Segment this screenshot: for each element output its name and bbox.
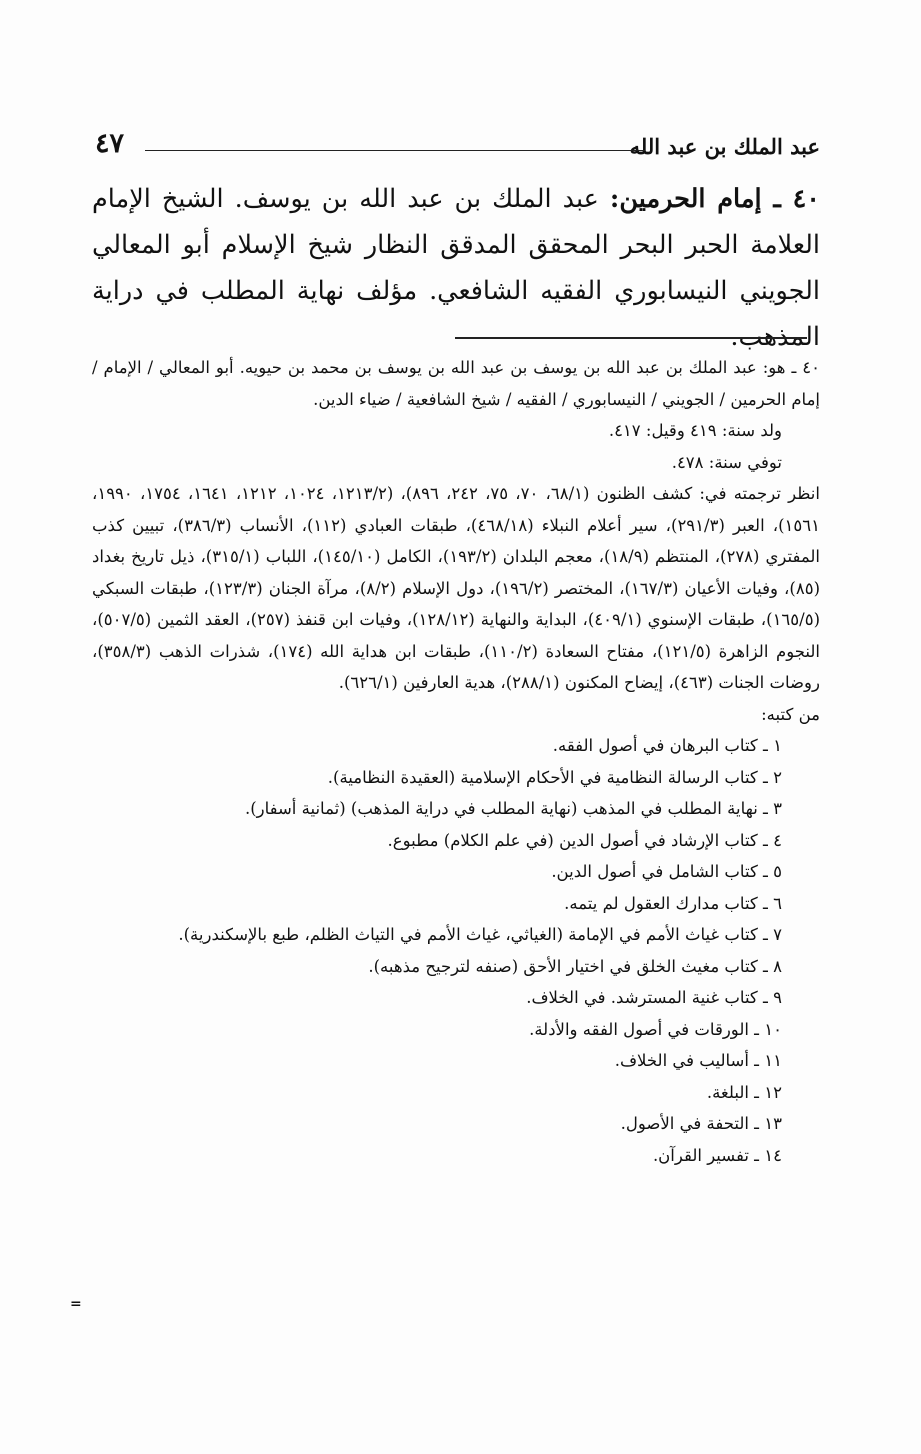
list-item: ٨ ـ كتاب مغيث الخلق في اختيار الأحق (صنفه لترجيح مذهبه). [368,956,782,976]
list-item: ١٤ ـ تفسير القرآن. [652,1145,782,1165]
running-title: عبد الملك بن عبد الله [629,134,820,159]
list-item: ١ ـ كتاب البرهان في أصول الفقه. [552,736,782,755]
entry-heading: ٤٠ ـ إمام الحرمين: [609,184,820,214]
footnote-died: توفي سنة: ٤٧٨. [671,452,782,472]
list-item: ٩ ـ كتاب غنية المسترشد. في الخلاف. [526,988,782,1007]
books-heading: من كتبه: [761,704,820,724]
footnote-separator [455,337,807,339]
list-item: ١٢ ـ البلغة. [706,1082,782,1102]
page-number: ٤٧ [95,128,125,159]
list-item: ٤ ـ كتاب الإرشاد في أصول الدين (في علم الكلام) مطبوع. [387,830,782,850]
footnotes [92,352,820,1171]
list-item: ١٠ ـ الورقات في أصول الفقه والأدلة. [529,1019,782,1039]
signature-mark: = [70,1296,81,1312]
biography-entry [92,176,820,360]
page-header [95,128,820,168]
footnote-born: ولد سنة: ٤١٩ وقيل: ٤١٧. [608,421,782,440]
footnote-identity: ٤٠ ـ هو: عبد الملك بن عبد الله بن يوسف بن عبد الله بن يوسف بن محمد بن حيويه. أبو المعالي / الإمام / إمام الحرمين / الجويني / النيسابوري / الفقيه / شيخ الشافعية / ضياء الدين. [92,358,820,409]
books-list [92,730,820,1171]
list-item: ٢ ـ كتاب الرسالة النظامية في الأحكام الإسلامية (العقيدة النظامية). [327,767,782,787]
entry-body: عبد الملك بن عبد الله بن يوسف. الشيخ الإمام العلامة الحبر البحر المحقق المدقق النظار شيخ الإسلام أبو المعالي الجويني النيسابوري الفقيه الشافعي. مؤلف نهاية المطلب في دراية المذهب. [92,184,820,352]
list-item: ١١ ـ أساليب في الخلاف. [614,1051,782,1070]
list-item: ٥ ـ كتاب الشامل في أصول الدين. [551,862,782,881]
list-item: ٦ ـ كتاب مدارك العقول لم يتمه. [564,893,782,913]
header-rule [145,150,645,151]
footnote-sources: انظر ترجمته في: كشف الظنون (٦٨/١، ٧٠، ٧٥، ٢٤٢، ٨٩٦)، (١٢١٣/٢، ١٠٢٤، ١٢١٢، ١٦٤١، ١٧٥٤، ١٩٩٠، ١٥٦١)، العبر (٢٩١/٣)، سير أعلام النبلاء (٤٦٨/١٨)، طبقات العبادي (١١٢)، الأنساب (٣٨٦/٣)، تبيين كذب المفتري (٢٧٨)، المنتظم (١٨/٩)، معجم البلدان (١٩٣/٢)، الكامل (١٤٥/١٠)، اللباب (٣١٥/١)، ذيل تاريخ بغداد (٨٥)، وفيات الأعيان (١٦٧/٣)، المختصر (١٩٦/٢)، دول الإسلام (٨/٢)، مرآة الجنان (١٢٣/٣)، طبقات السبكي (١٦٥/٥)، طبقات الإسنوي (٤٠٩/١)، البداية والنهاية (١٢٨/١٢)، وفيات ابن قنفذ (٢٥٧)، العقد الثمين (٥٠٧/٥)، النجوم الزاهرة (١٢١/٥)، مفتاح السعادة (١١٠/٢)، طبقات ابن هداية الله (١٧٤)، شذرات الذهب (٣٥٨/٣)، روضات الجنات (٤٦٣)، إيضاح المكنون (٢٨٨/١)، هدية العارفين (٦٢٦/١). [92,484,821,692]
list-item: ٣ ـ نهاية المطلب في المذهب (نهاية المطلب في دراية المذهب) (ثمانية أسفار). [244,799,782,818]
list-item: ٧ ـ كتاب غياث الأمم في الإمامة (الغياثي، غياث الأمم في التياث الظلم، طبع بالإسكندرية). [178,925,782,944]
list-item: ١٣ ـ التحفة في الأصول. [620,1114,782,1133]
